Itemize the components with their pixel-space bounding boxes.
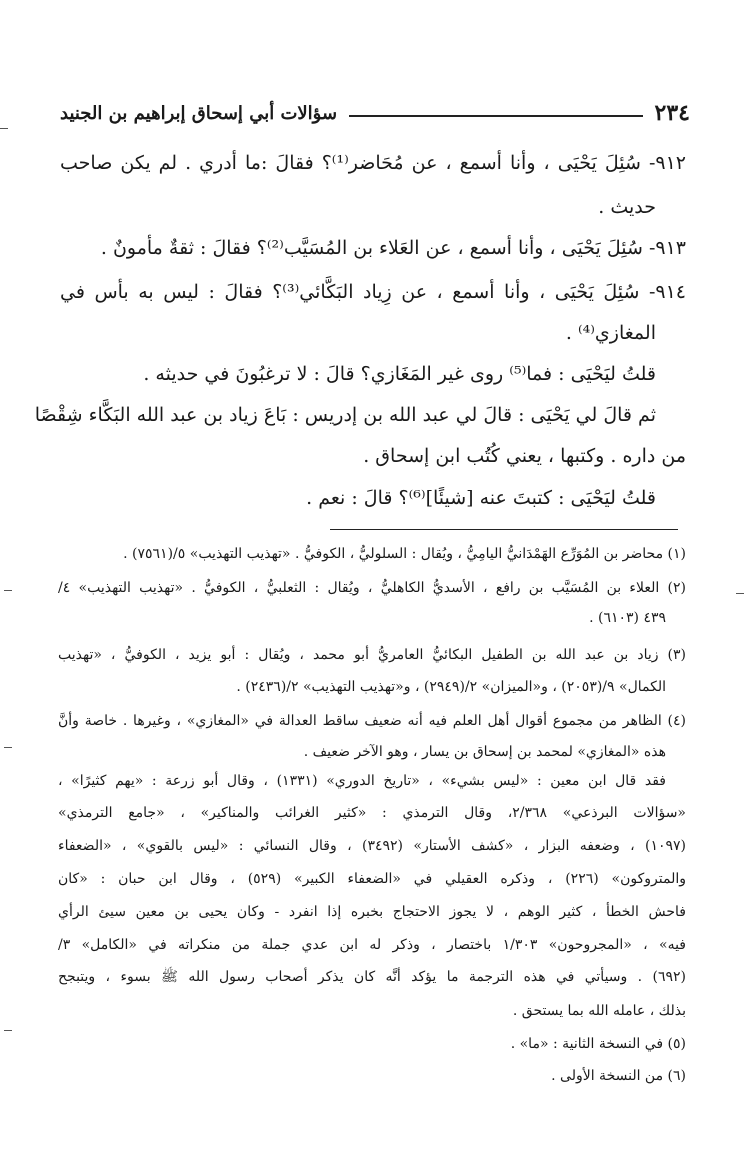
footnote-3: (٣) زياد بن عبد الله بن الطفيل البكائيُّ العامريُّ أبو محمد ، ويُقال : أبو يزيد ، الكوفيُّ ، «تهذيب: [58, 647, 686, 663]
entry-912-line-1: [60, 150, 686, 176]
paragraph: ثم قالَ لي يَحْيَى : قالَ لي عبد الله بن إدريس : بَاعَ زياد بن عبد الله البَكَّاء شِقْصًا: [34, 404, 656, 426]
entry-914-line-1: [60, 279, 686, 305]
footnote-4: (٤) الظاهر من مجموع أقوال أهل العلم فيه أنه ضعيف ساقط العدالة في «المغازي» ، وغيرها . خاصة وأنَّ: [58, 713, 686, 729]
entry-913-line-1: [101, 235, 686, 261]
footnote-4-cont: «سؤالات البرذعي» ٢/٣٦٨، وقال الترمذي : «كثير الغرائب والمناكير» ، «جامع الترمذي»: [58, 805, 686, 821]
scan-mark: [4, 590, 12, 591]
footnote-4-cont: فاحش الخطأ ، كثير الوهم ، لا يجوز الاحتجاج بخبره إذا انفرد - وكان يحيى بن معين سيئ الرأي: [58, 904, 686, 920]
paragraph: قلتُ ليَحْيَى : فما⁽⁵⁾ روى غير المَغَازي؟ قالَ : لا ترغبُونَ في حديثه .: [143, 363, 656, 385]
entry-912-line-2: حديث .: [598, 196, 656, 218]
footnote-2: (٢) العلاء بن المُسَيَّب بن رافع ، الأسديُّ الكاهليُّ ، ويُقال : الثعلبيُّ ، الكوفيُّ . «تهذيب التهذيب» ٤/: [58, 580, 686, 596]
footnote-1: (١) محاضر بن المُوَرِّع الهَمْدَانيُّ اليامِيُّ ، ويُقال : السلوليُّ ، الكوفيُّ . «تهذيب التهذيب» ٥/(٧٥٦١) .: [123, 546, 686, 562]
scan-mark: [0, 128, 8, 129]
entry-914-line-2: المغازي⁽⁴⁾ .: [565, 322, 656, 344]
footnote-4-cont: فقد قال ابن معين : «ليس بشيء» ، «تاريخ الدوري» (١٣٣١) ، وقال أبو زرعة : «يهم كثيرًا» ،: [58, 773, 666, 789]
entry-number: ٩١٢-: [648, 152, 686, 174]
entry-text: سُئِلَ يَحْيَى ، وأنا أسمع ، عن العَلاء بن المُسَيَّب⁽²⁾؟ فقالَ : ثقةٌ مأمونٌ .: [100, 237, 643, 259]
running-title: سؤالات أبي إسحاق إبراهيم بن الجنيد: [60, 102, 338, 124]
footnote-4-cont: هذه «المغازي» لمحمد بن إسحاق بن يسار ، وهو الآخر ضعيف .: [303, 744, 666, 760]
scan-mark: [4, 1030, 12, 1031]
footnote-4-cont: والمتروكون» (٢٢٦) ، وذكره العقيلي في «الضعفاء الكبير» (٥٢٩) ، وقال ابن حبان : «كان: [58, 871, 686, 887]
footnote-3-cont: الكمال» ٩/(٢٠٥٣) ، و«الميزان» ٢/(٢٩٤٩) ، و«تهذيب التهذيب» ٢/(٢٤٣٦) .: [236, 679, 666, 695]
footnote-2-cont: ٤٣٩ (٦١٠٣) .: [589, 610, 666, 626]
scan-mark: [4, 747, 12, 748]
footnote-6: (٦) من النسخة الأولى .: [551, 1068, 686, 1084]
footnote-separator: [330, 529, 678, 530]
footnote-4-cont: (١٠٩٧) ، وضعفه البزار ، «كشف الأستار» (٣٤٩٢) ، وقال النسائي : «ليس بالقوي» ، «الضعفاء: [58, 838, 687, 854]
footnote-5: (٥) في النسخة الثانية : «ما» .: [510, 1036, 686, 1052]
header-rule: [349, 115, 642, 117]
paragraph: من داره . وكتبها ، يعني كُتُب ابن إسحاق .: [363, 445, 686, 467]
entry-text: سُئِلَ يَحْيَى ، وأنا أسمع ، عن زِياد البَكَّائي⁽³⁾؟ فقالَ : ليس به بأس في: [60, 281, 640, 303]
running-header: [60, 98, 690, 128]
footnote-4-cont: فيه» ، «المجروحون» ١/٣٠٣ باختصار ، وذكر له ابن عدي جملة من منكراته في «الكامل» ٣/: [58, 937, 686, 953]
entry-number: ٩١٤-: [648, 281, 686, 303]
footnote-4-cont: بذلك ، عامله الله بما يستحق .: [512, 1003, 686, 1019]
scan-mark: [736, 593, 744, 594]
paragraph: قلتُ ليَحْيَى : كتبتَ عنه [شيئًا]⁽⁶⁾؟ قالَ : نعم .: [306, 487, 656, 509]
entry-number: ٩١٣-: [648, 237, 686, 259]
footnote-4-cont: (٦٩٢) . وسيأتي في هذه الترجمة ما يؤكد أنَّه كان يذكر أصحاب رسول الله ﷺ بسوء ، ويتبجح: [58, 969, 686, 985]
page-number: ٢٣٤: [654, 100, 690, 126]
entry-text: سُئِلَ يَحْيَى ، وأنا أسمع ، عن مُحَاضر⁽¹⁾؟ فقالَ :ما أدري . لم يكن صاحب: [60, 152, 641, 174]
